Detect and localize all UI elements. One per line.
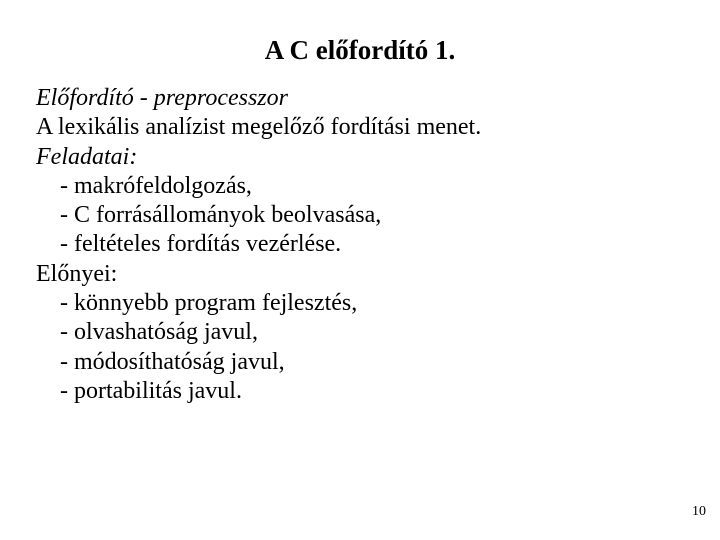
description-line: A lexikális analízist megelőző fordítási menet. bbox=[36, 114, 482, 141]
advantage-item: - olvashatóság javul, bbox=[60, 319, 258, 346]
page-number: 10 bbox=[692, 504, 706, 519]
advantage-item: - portabilitás javul. bbox=[60, 377, 242, 404]
task-item: - C forrásállományok beolvasása, bbox=[60, 202, 382, 229]
task-item: - makrófeldolgozás, bbox=[60, 172, 252, 199]
advantage-item: - módosíthatóság javul, bbox=[60, 348, 285, 375]
advantage-item: - könnyebb program fejlesztés, bbox=[60, 290, 358, 317]
definition-line: Előfordító - preprocesszor bbox=[36, 85, 288, 111]
task-item: - feltételes fordítás vezérlése. bbox=[60, 231, 342, 258]
slide-title: A C előfordító 1. bbox=[264, 35, 456, 65]
tasks-heading: Feladatai: bbox=[36, 143, 138, 170]
advantages-heading: Előnyei: bbox=[36, 260, 118, 287]
slide-body bbox=[36, 84, 696, 406]
